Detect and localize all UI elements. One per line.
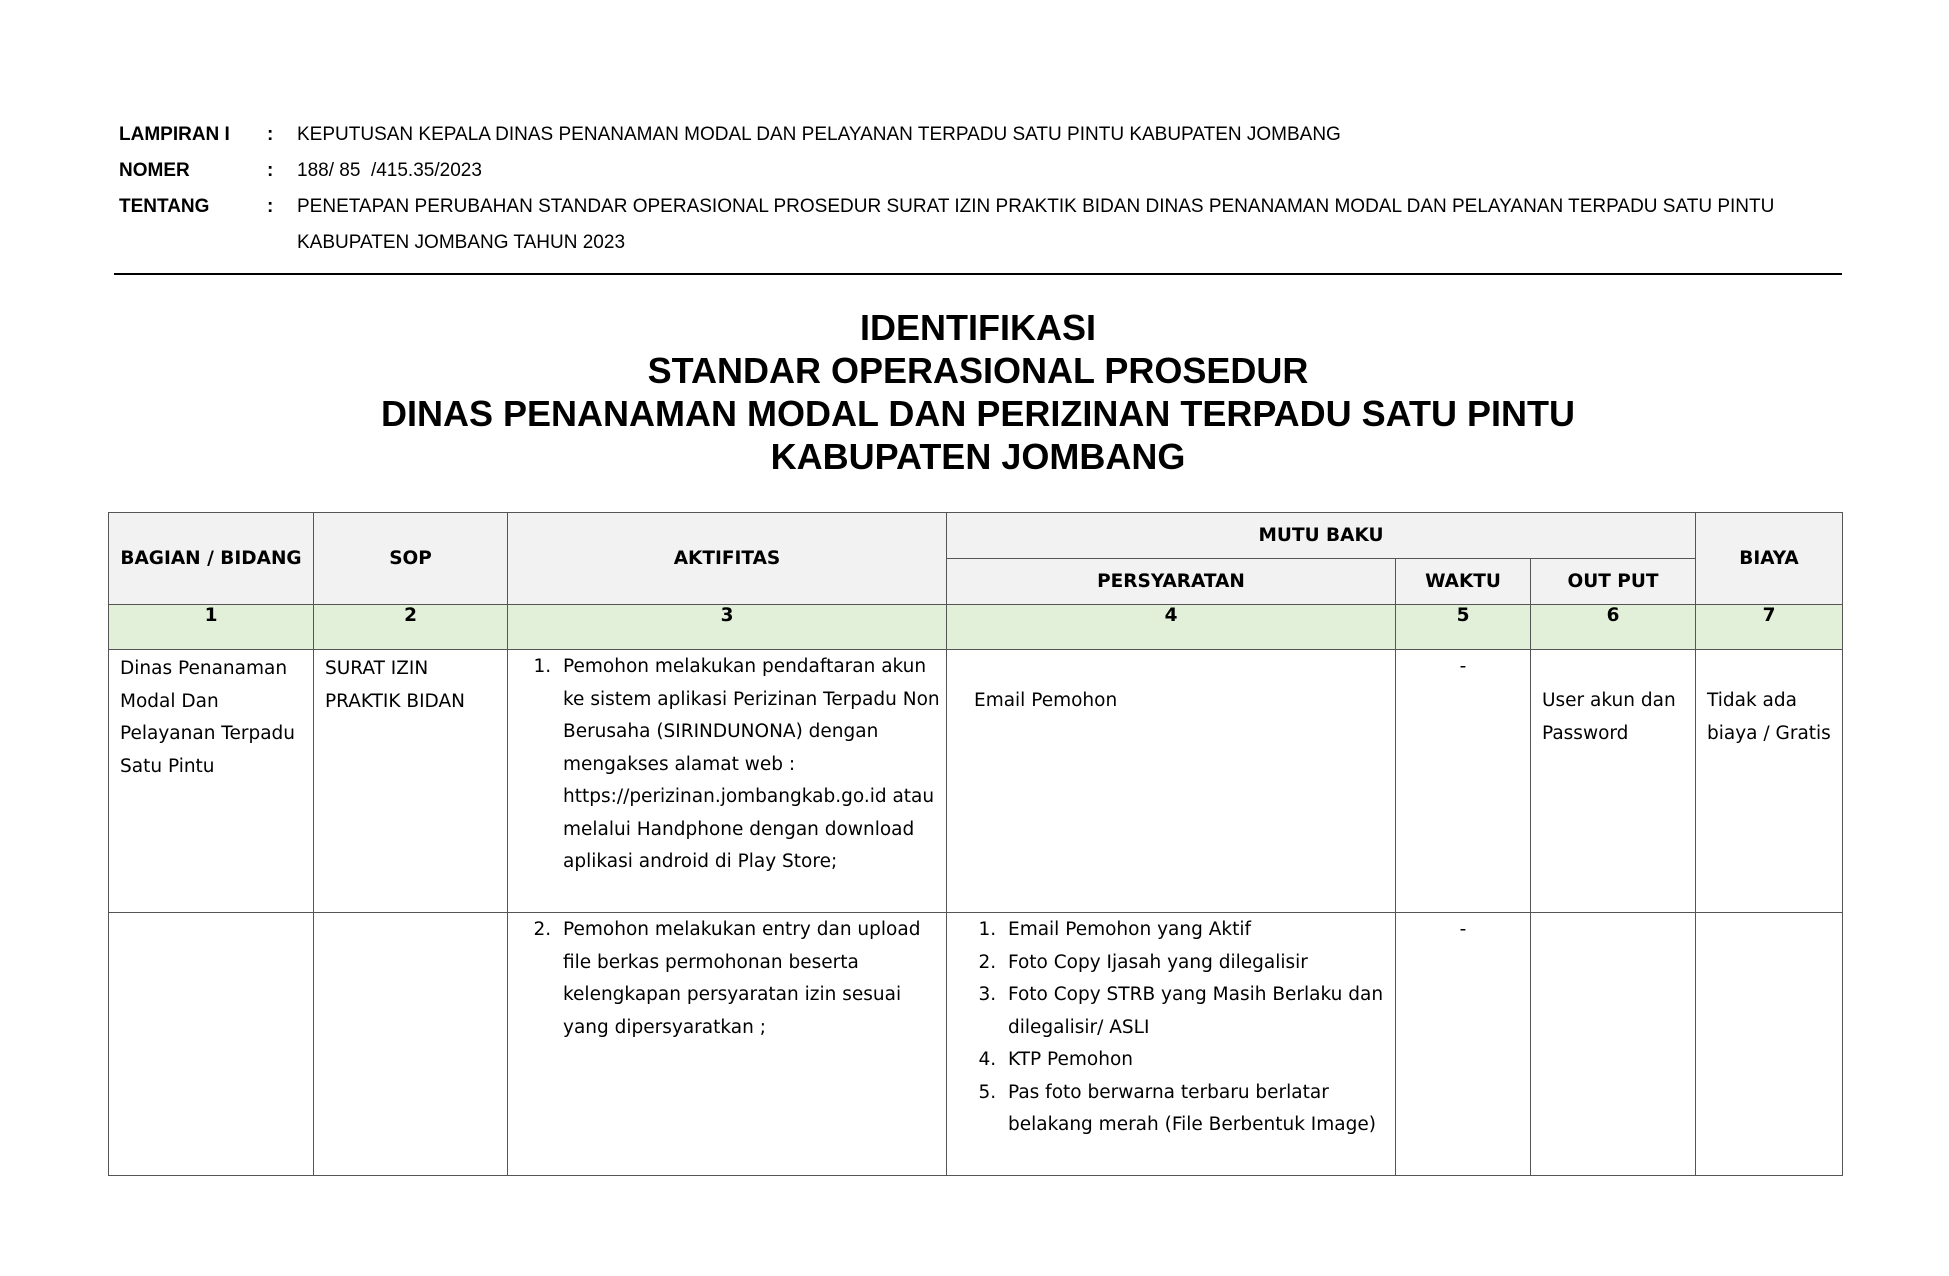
title-line-1: IDENTIFIKASI: [859, 307, 1096, 348]
header-value: KEPUTUSAN KEPALA DINAS PENANAMAN MODAL DAN PELAYANAN TERPADU SATU PINTU KABUPATEN JOMBANG: [297, 124, 1341, 145]
header-key: TENTANG: [119, 196, 210, 217]
header-key: LAMPIRAN I: [119, 124, 230, 145]
aktifitas-list: [509, 914, 945, 1044]
persyaratan-list: [948, 914, 1394, 1142]
output-cell: [1531, 913, 1696, 1176]
header-colon: :: [267, 196, 274, 217]
biaya-text: [1697, 914, 1841, 918]
title-line-2: STANDAR OPERASIONAL PROSEDUR: [647, 350, 1309, 391]
waktu-text: -: [1459, 919, 1467, 940]
bagian-text: [110, 914, 312, 918]
col-header-persyaratan: PERSYARATAN: [947, 559, 1396, 605]
header-divider: [114, 273, 1842, 275]
col-header-waktu: WAKTU: [1396, 559, 1531, 605]
header-value: 188/ 85 /415.35/2023: [297, 160, 482, 181]
header-row-lampiran: [119, 117, 1839, 153]
sop-text: SURAT IZIN PRAKTIK BIDAN: [325, 658, 465, 712]
waktu-cell: [1396, 913, 1531, 1176]
persyaratan-cell: [947, 913, 1396, 1176]
persyaratan-item: 1. Email Pemohon yang Aktif: [1002, 914, 1390, 947]
column-number-row: [109, 605, 1843, 650]
persyaratan-cell: [947, 650, 1396, 913]
bagian-cell: [109, 650, 314, 913]
header-colon: :: [267, 160, 274, 181]
column-number: 1: [109, 605, 314, 650]
aktifitas-cell: [508, 650, 947, 913]
aktifitas-step: 2. Pemohon melakukan entry dan upload file berkas permohonan beserta kelengkapan persyaratan izin sesuai yang dipersyaratkan ;: [557, 914, 941, 1044]
table-row: [109, 650, 1843, 913]
header-row-tentang: [119, 189, 1839, 261]
sop-cell: [314, 913, 508, 1176]
col-header-mutu-baku: MUTU BAKU: [947, 513, 1696, 559]
persyaratan-text: Email Pemohon: [974, 690, 1118, 711]
col-header-biaya: BIAYA: [1696, 513, 1843, 605]
title-line-3: DINAS PENANAMAN MODAL DAN PERIZINAN TERPADU SATU PINTU: [380, 393, 1575, 434]
aktifitas-cell: [508, 913, 947, 1176]
output-text: [1532, 914, 1694, 918]
col-header-bagian: BAGIAN / BIDANG: [109, 513, 314, 605]
table-row: [109, 913, 1843, 1176]
output-text: User akun dan Password: [1542, 690, 1676, 744]
persyaratan-item: 3. Foto Copy STRB yang Masih Berlaku dan dilegalisir/ ASLI: [1002, 979, 1390, 1044]
column-number: 4: [947, 605, 1396, 650]
bagian-cell: [109, 913, 314, 1176]
header-key: NOMER: [119, 160, 190, 181]
aktifitas-step: 1. Pemohon melakukan pendaftaran akun ke sistem aplikasi Perizinan Terpadu Non Berusaha (SIRINDUNONA) dengan mengakses alamat web : https://perizinan.jombangkab.go.id atau melalui Handphone dengan download aplikasi android di Play Store;: [557, 651, 941, 879]
document-title: [114, 306, 1842, 478]
biaya-text: Tidak ada biaya / Gratis: [1707, 690, 1831, 744]
persyaratan-item: 5. Pas foto berwarna terbaru berlatar belakang merah (File Berbentuk Image): [1002, 1077, 1390, 1142]
sop-cell: [314, 650, 508, 913]
waktu-cell: [1396, 650, 1531, 913]
col-header-sop: SOP: [314, 513, 508, 605]
sop-text: [315, 914, 506, 918]
col-header-output: OUT PUT: [1531, 559, 1696, 605]
header-row-nomer: [119, 153, 1839, 189]
document-header: [119, 117, 1839, 261]
sop-table: [108, 512, 1843, 1176]
persyaratan-item: 2. Foto Copy Ijasah yang dilegalisir: [1002, 947, 1390, 980]
col-header-aktifitas: AKTIFITAS: [508, 513, 947, 605]
aktifitas-list: [509, 651, 945, 879]
column-number: 2: [314, 605, 508, 650]
header-row: [109, 513, 1843, 559]
column-number: 7: [1696, 605, 1843, 650]
title-line-4: KABUPATEN JOMBANG: [770, 436, 1186, 477]
output-cell: [1531, 650, 1696, 913]
column-number: 3: [508, 605, 947, 650]
header-value: PENETAPAN PERUBAHAN STANDAR OPERASIONAL PROSEDUR SURAT IZIN PRAKTIK BIDAN DINAS PENANAMAN MODAL DAN PELAYANAN TERPADU SATU PINTU KABUPATEN JOMBANG TAHUN 2023: [297, 196, 1775, 253]
persyaratan-item: 4. KTP Pemohon: [1002, 1044, 1390, 1077]
biaya-cell: [1696, 650, 1843, 913]
header-colon: :: [267, 124, 274, 145]
bagian-text: Dinas Penanaman Modal Dan Pelayanan Terpadu Satu Pintu: [120, 658, 296, 777]
column-number: 6: [1531, 605, 1696, 650]
waktu-text: -: [1459, 656, 1467, 677]
biaya-cell: [1696, 913, 1843, 1176]
column-number: 5: [1396, 605, 1531, 650]
